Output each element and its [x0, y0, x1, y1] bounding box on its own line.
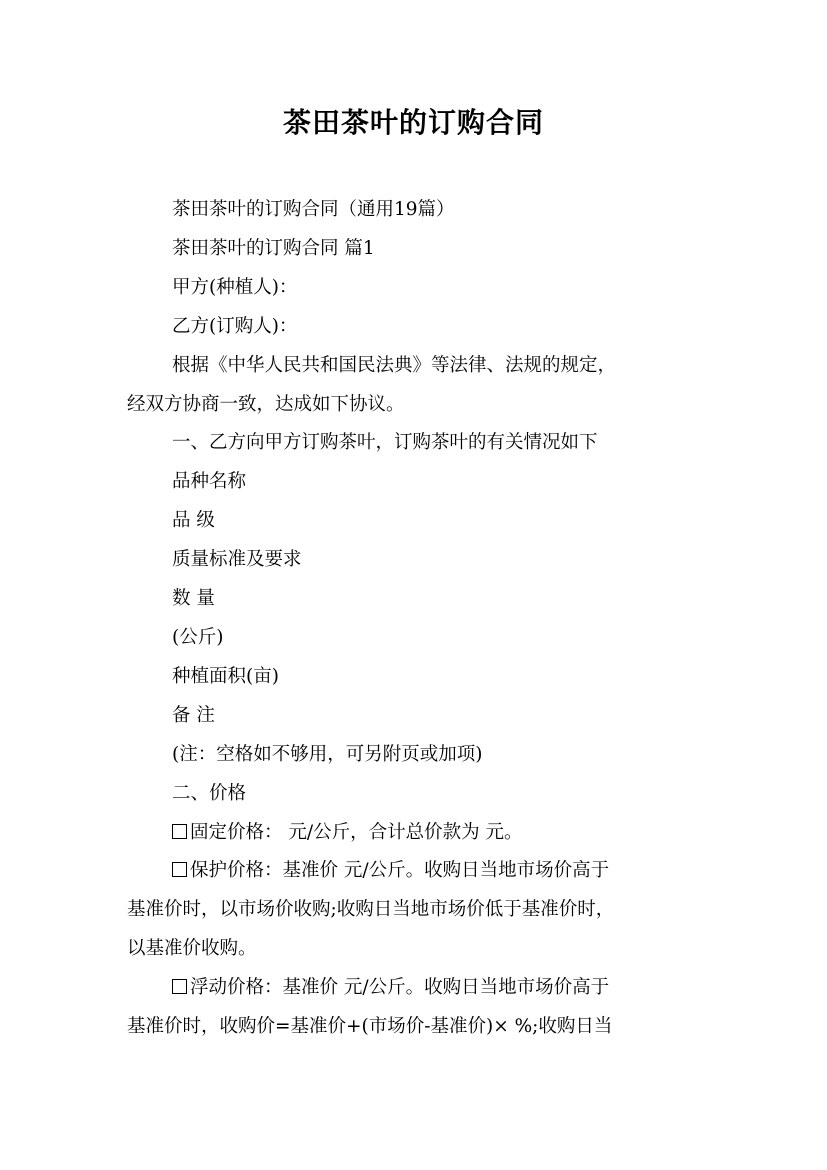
clause-1-heading: 一、乙方向甲方订购茶叶，订购茶叶的有关情况如下	[172, 432, 598, 454]
float-price-text-1: 浮动价格：基准价 元/公斤。收购日当地市场价高于	[190, 977, 610, 999]
preamble-line-2: 经双方协商一致，达成如下协议。	[127, 393, 405, 415]
checkbox-empty-icon	[172, 824, 187, 839]
preamble-line-1: 根据《中华人民共和国民法典》等法律、法规的规定，	[172, 354, 617, 376]
protect-price-text-1: 保护价格：基准价 元/公斤。收购日当地市场价高于	[190, 860, 610, 882]
protect-price-line-2: 基准价时，以市场价收购;收购日当地市场价低于基准价时，	[127, 899, 615, 921]
protect-price-line-1	[127, 852, 717, 891]
party-a-line: 甲方(种植人)：	[172, 276, 298, 298]
document-body	[127, 191, 717, 1047]
field-quality-standard: 质量标准及要求	[172, 549, 302, 571]
field-remarks: 备 注	[172, 704, 215, 726]
field-planting-area: 种植面积(亩)	[172, 665, 279, 687]
clause-2-heading: 二、价格	[172, 782, 247, 804]
fixed-price-line	[127, 814, 717, 853]
table-note: (注：空格如不够用，可另附页或加项)	[172, 743, 483, 765]
protect-price-line-3: 以基准价收购。	[127, 938, 257, 960]
float-price-line-1	[127, 969, 717, 1008]
fixed-price-text: 固定价格： 元/公斤，合计总价款为 元。	[190, 821, 523, 843]
checkbox-empty-icon	[172, 979, 187, 994]
subtitle-paragraph: 茶田茶叶的订购合同（通用19篇）	[172, 199, 455, 220]
field-quantity: 数 量	[172, 588, 215, 610]
checkbox-empty-icon	[172, 862, 187, 877]
float-price-line-2: 基准价时，收购价=基准价+(市场价-基准价)× %;收购日当	[127, 1016, 613, 1038]
field-grade: 品 级	[172, 510, 215, 532]
field-variety-name: 品种名称	[172, 471, 247, 493]
part-heading: 茶田茶叶的订购合同 篇1	[172, 237, 375, 259]
document-title: 茶田茶叶的订购合同	[282, 106, 544, 139]
party-b-line: 乙方(订购人)：	[172, 315, 298, 337]
field-quantity-unit: (公斤)	[172, 626, 224, 648]
